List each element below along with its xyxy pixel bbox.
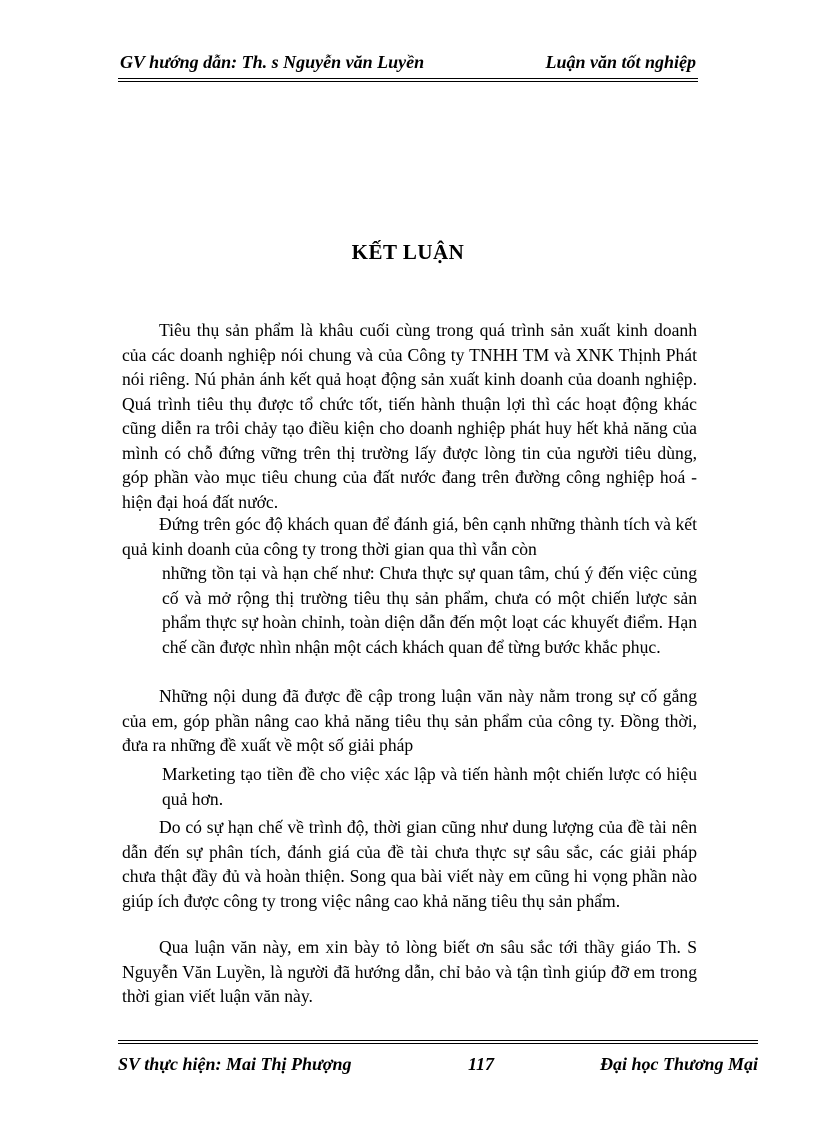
body-block-1 <box>122 318 697 514</box>
paragraph-1: Tiêu thụ sản phẩm là khâu cuối cùng trong quá trình sản xuất kinh doanh của các doanh nghiệp nói chung và của Công ty TNHH TM và XNK Thịnh Phát nói riêng. Nú phản ánh kết quả hoạt động sản xuất kinh doanh của doanh nghiệp. Quá trình tiêu thụ được tổ chức tốt, tiến hành thuận lợi thì các hoạt động khác cũng diễn ra trôi chảy tạo điều kiện cho doanh nghiệp phát huy hết khả năng của mình có chỗ đứng vững trên thị trường lấy được lòng tin của người tiêu dùng, góp phần vào mục tiêu chung của đất nước đang trên đường công nghiệp hoá - hiện đại hoá đất nước. <box>122 320 697 512</box>
header-doc-type: Luận văn tốt nghiệp <box>545 52 696 72</box>
paragraph-4: Những nội dung đã được đề cập trong luận văn này nằm trong sự cố gắng của em, góp phần nâng cao khả năng tiêu thụ sản phẩm của công ty. Đồng thời, đưa ra những đề xuất về một số giải pháp <box>122 686 697 755</box>
page-header <box>118 50 698 82</box>
page-title: KẾT LUẬN <box>351 240 465 264</box>
body-block-7 <box>122 935 697 1009</box>
body-block-4 <box>122 684 697 758</box>
paragraph-5: Marketing tạo tiền đề cho việc xác lập và tiến hành một chiến lược có hiệu quả hơn. <box>162 764 697 809</box>
body-block-6 <box>122 815 697 913</box>
paragraph-3: những tồn tại và hạn chế như: Chưa thực sự quan tâm, chú ý đến việc củng cố và mở rộng thị trường tiêu thụ sản phẩm, chưa có một chiến lược sản phẩm thực sự hoàn chỉnh, toàn diện dẫn đến một loạt các khuyết điểm. Hạn chế cần được nhìn nhận một cách khách quan để từng bước khắc phục. <box>162 563 697 657</box>
body-block-5 <box>162 762 697 811</box>
body-block-2 <box>122 512 697 561</box>
paragraph-7: Qua luận văn này, em xin bày tỏ lòng biết ơn sâu sắc tới thầy giáo Th. S Nguyễn Văn Luyền, là người đã hướng dẫn, chỉ bảo và tận tình giúp đỡ em trong thời gian viết luận văn này. <box>122 937 697 1006</box>
paragraph-6: Do có sự hạn chế về trình độ, thời gian cũng như dung lượng của đề tài nên dẫn đến sự phân tích, đánh giá của đề tài chưa thực sự sâu sắc, các giải pháp chưa thật đầy đủ và hoàn thiện. Song qua bài viết này em cũng hi vọng phần nào giúp ích được công ty trong việc nâng cao khả năng tiêu thụ sản phẩm. <box>122 817 697 911</box>
footer-university: Đại học Thương Mại <box>600 1054 758 1074</box>
paragraph-2: Đứng trên góc độ khách quan để đánh giá, bên cạnh những thành tích và kết quả kinh doanh của công ty trong thời gian qua thì vẫn còn <box>122 514 697 559</box>
body-block-3 <box>162 561 697 659</box>
page-footer <box>118 1040 758 1084</box>
footer-student: SV thực hiện: Mai Thị Phượng <box>118 1054 352 1074</box>
header-advisor: GV hướng dẫn: Th. s Nguyễn văn Luyền <box>120 52 425 72</box>
page-number: 117 <box>468 1054 495 1074</box>
